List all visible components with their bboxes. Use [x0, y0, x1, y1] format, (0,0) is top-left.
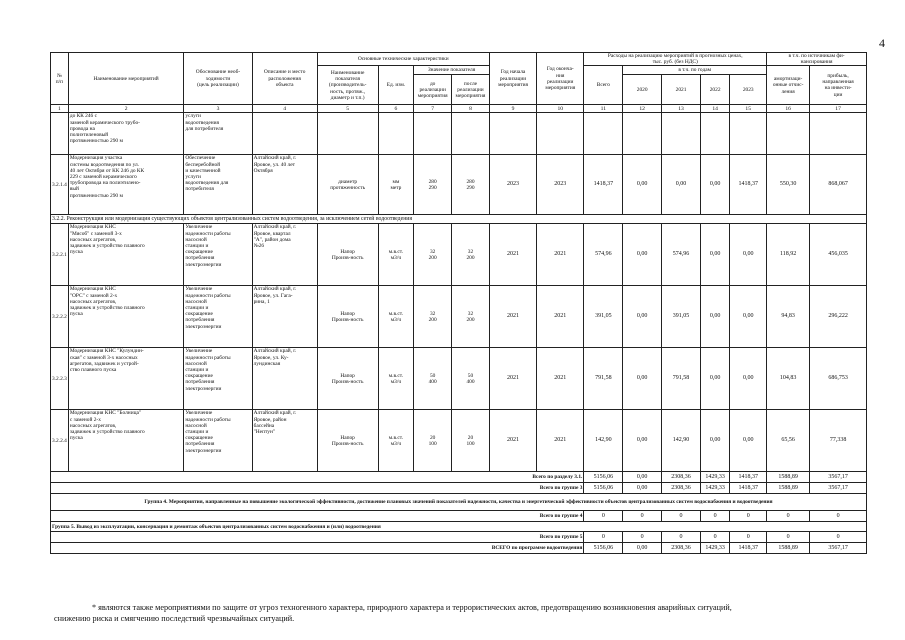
value-before: 280 290	[414, 155, 452, 215]
total-value: 2308,36	[662, 472, 701, 483]
page-number: 4	[879, 36, 885, 50]
profit: 686,753	[810, 348, 867, 410]
amortization: 94,83	[767, 286, 810, 348]
total-value: 0	[623, 532, 662, 543]
hdr-2020: 2020	[623, 75, 662, 105]
total-value: 0	[730, 511, 767, 522]
hdr-amort: амортизаци- онные отчис- ления	[767, 66, 810, 105]
total-row	[51, 532, 867, 543]
row-number: 3.2.1.4	[51, 155, 69, 215]
cost-total: 791,58	[584, 348, 623, 410]
total-value: 0	[584, 532, 623, 543]
total-value: 0	[810, 532, 867, 543]
total-value: 1588,89	[767, 472, 810, 483]
cost-2021: 391,05	[662, 286, 701, 348]
hdr-num: № п/п	[51, 53, 69, 105]
measure-location: Алтайский край, г. Яровое, район бассейна "Нептун"	[252, 410, 317, 472]
total-value: 3567,17	[810, 472, 867, 483]
total-row	[51, 483, 867, 494]
total-value: 3567,17	[810, 543, 867, 554]
row-number: 3.2.2.1	[51, 224, 69, 286]
hdr-sources: в т.ч. по источникам фи- нансирования	[767, 53, 867, 66]
measure-justification: Увеличение надежности работы насосной станции и сокращение потребления электроэнергии	[184, 224, 252, 286]
col-num: 15	[730, 105, 767, 113]
measure-justification: Увеличение надежности работы насосной станции и сокращение потребления электроэнергии	[184, 286, 252, 348]
cost-2023: 1418,37	[730, 155, 767, 215]
section-row	[51, 215, 867, 224]
col-num: 17	[810, 105, 867, 113]
cost-2021: 791,58	[662, 348, 701, 410]
indicator-name: Напор Произв-ность	[317, 410, 378, 472]
table-row	[51, 113, 867, 155]
profit: 296,222	[810, 286, 867, 348]
total-value: 5156,06	[584, 543, 623, 554]
cost-2023: 0,00	[730, 410, 767, 472]
hdr-total: Всего	[584, 66, 623, 105]
value-after: 50 400	[452, 348, 490, 410]
end-year: 2021	[537, 224, 584, 286]
value-before: 32 200	[414, 224, 452, 286]
value-before: 32 200	[414, 286, 452, 348]
cost-2023: 0,00	[730, 224, 767, 286]
amortization: 550,30	[767, 155, 810, 215]
measure-name: Модернизация КНС "Кулундин- ская" с заменой 3-х насосных агрегатов, задвижек и устрой- ство плавного пуска	[68, 348, 184, 410]
start-year: 2021	[489, 410, 536, 472]
col-num: 5	[317, 105, 378, 113]
total-label: ВСЕГО по программе водоотведения	[51, 543, 584, 554]
hdr-after: после реализации мероприятия	[452, 75, 490, 105]
total-label: Всего по группе 3	[51, 483, 584, 494]
measure-name: Модернизация КНС "Болница" с заменой 2-х насосных агрегатов, задвижек и устройство плавного пуска	[68, 410, 184, 472]
total-value: 2308,36	[662, 483, 701, 494]
col-num: 11	[584, 105, 623, 113]
total-value: 0	[700, 532, 729, 543]
cost-2023: 0,00	[730, 286, 767, 348]
end-year: 2021	[537, 410, 584, 472]
indicator-unit: м.в.ст. м3/ч	[378, 286, 414, 348]
measure-justification: Увеличение надежности работы насосной станции и сокращение потребления электроэнергии	[184, 348, 252, 410]
hdr-location: Описание и место расположения объекта	[252, 53, 317, 105]
footnote	[54, 602, 874, 624]
cost-total: 1418,37	[584, 155, 623, 215]
col-num: 9	[489, 105, 536, 113]
hdr-start-year: Год начала реализации мероприятия	[489, 53, 536, 105]
row-number: 3.2.2.4	[51, 410, 69, 472]
total-value: 2308,36	[662, 543, 701, 554]
hdr-indicator-name: Наименование показателя (производитель- ность, протяж., диаметр и т.п.)	[317, 66, 378, 105]
measure-justification: Увеличение надежности работы насосной станции и сокращение потребления электроэнергии	[184, 410, 252, 472]
total-value: 0,00	[623, 472, 662, 483]
col-num: 8	[452, 105, 490, 113]
total-value: 3567,17	[810, 483, 867, 494]
total-label: Всего по группе 5	[51, 532, 584, 543]
cost-2021: 574,96	[662, 224, 701, 286]
total-row	[51, 511, 867, 522]
start-year: 2021	[489, 348, 536, 410]
col-num: 6	[378, 105, 414, 113]
table-row	[51, 155, 867, 215]
value-after: 32 200	[452, 224, 490, 286]
profit: 77,338	[810, 410, 867, 472]
col-num: 16	[767, 105, 810, 113]
measure-justification: услуги водоотведения для потребителя	[184, 113, 252, 155]
cost-2020: 0,00	[623, 286, 662, 348]
measure-justification: Обеспечение бесперебойной и качественной услуги водоотведения для потребителя	[184, 155, 252, 215]
col-num: 14	[700, 105, 729, 113]
measure-location: Алтайский край, г. Яровое, квартал "А", район дома №26	[252, 224, 317, 286]
value-before: 20 100	[414, 410, 452, 472]
cost-2022: 0,00	[700, 224, 729, 286]
indicator-name: диаметр протяженность	[317, 155, 378, 215]
measure-name: Модернизация КНС "Мясоб" с заменой 3-х насосных агрегатов, задвижек и устройство плавного пуска	[68, 224, 184, 286]
end-year: 2021	[537, 348, 584, 410]
total-value: 1418,37	[730, 483, 767, 494]
total-value: 1429,33	[700, 472, 729, 483]
measure-name: Модернизация КНС "ОРС" с заменой 2-х насосных агрегатов, задвижек и устройство плавного пуска	[68, 286, 184, 348]
cost-2020: 0,00	[623, 410, 662, 472]
indicator-unit: мм метр	[378, 155, 414, 215]
cost-2021: 142,90	[662, 410, 701, 472]
col-num: 7	[414, 105, 452, 113]
hdr-2023: 2023	[730, 75, 767, 105]
hdr-indicator-value: Значение показателя	[414, 66, 490, 75]
total-row	[51, 543, 867, 554]
hdr-costs: Расходы на реализацию мероприятий в прогнозных ценах, тыс. руб. (без НДС)	[584, 53, 767, 66]
amortization: 65,56	[767, 410, 810, 472]
cost-2020: 0,00	[623, 155, 662, 215]
value-after: 32 200	[452, 286, 490, 348]
cost-2020: 0,00	[623, 224, 662, 286]
indicator-name: Напор Произв-ность	[317, 224, 378, 286]
program-table	[50, 52, 867, 554]
total-value: 1418,37	[730, 472, 767, 483]
hdr-justification: Обоснование необ- ходимости (цель реализации)	[184, 53, 252, 105]
column-numbers-row	[51, 105, 867, 113]
col-num: 10	[537, 105, 584, 113]
indicator-unit: м.в.ст. м3/ч	[378, 224, 414, 286]
hdr-profit: прибыль, направленная на инвести- ции	[810, 66, 867, 105]
cost-total: 574,96	[584, 224, 623, 286]
measure-location: Алтайский край, г. Яровое, ул. Гага- рина, 1	[252, 286, 317, 348]
total-value: 0	[700, 511, 729, 522]
start-year: 2021	[489, 224, 536, 286]
total-value: 1429,33	[700, 543, 729, 554]
value-after: 20 100	[452, 410, 490, 472]
footnote-line: * являются также мероприятиями по защите от угроз техногенного характера, природного характера и террористических актов, предотвращению возникновения аварийных ситуаций,	[92, 603, 732, 612]
hdr-tech: Основные технические характеристики	[317, 53, 489, 66]
total-value: 0	[730, 532, 767, 543]
profit: 456,035	[810, 224, 867, 286]
table-row	[51, 224, 867, 286]
measure-location: Алтайский край, г. Яровое, ул. Ку- лундинская	[252, 348, 317, 410]
total-value: 0	[662, 511, 701, 522]
group-title: Группа 5. Вывод из эксплуатации, консервация и демонтаж объектов централизованных систем водоснабжения и (или) водоотведения	[51, 522, 867, 532]
section-title: 3.2.2. Реконструкция или модернизация существующих объектов централизованных систем водоотведения, за исключением сетей водоотведения	[51, 215, 867, 224]
group-title-row	[51, 494, 867, 511]
total-value: 1588,89	[767, 483, 810, 494]
total-value: 0	[623, 511, 662, 522]
total-value: 0	[662, 532, 701, 543]
group-title: Группа 4. Мероприятия, направленные на повышение экологической эффективности, достижение плановых значений показателей надежности, качества и энергетической эффективности объектов централизованных систем водоснабжения и водоотведения	[51, 494, 867, 511]
total-value: 1418,37	[730, 543, 767, 554]
cost-2021: 0,00	[662, 155, 701, 215]
hdr-name: Наименование мероприятий	[68, 53, 184, 105]
col-num: 1	[51, 105, 69, 113]
hdr-end-year: Год оконча- ния реализации мероприятия	[537, 53, 584, 105]
total-value: 0	[810, 511, 867, 522]
total-value: 1588,89	[767, 543, 810, 554]
total-value: 0,00	[623, 483, 662, 494]
table-row	[51, 410, 867, 472]
start-year: 2023	[489, 155, 536, 215]
total-value: 0	[767, 511, 810, 522]
cost-2022: 0,00	[700, 410, 729, 472]
amortization: 118,92	[767, 224, 810, 286]
row-number: 3.2.2.3	[51, 348, 69, 410]
profit: 868,067	[810, 155, 867, 215]
col-num: 12	[623, 105, 662, 113]
total-value: 0,00	[623, 543, 662, 554]
col-num: 13	[662, 105, 701, 113]
table-row	[51, 286, 867, 348]
value-before: 50 400	[414, 348, 452, 410]
cost-2022: 0,00	[700, 155, 729, 215]
indicator-name: Напор Произв-ность	[317, 348, 378, 410]
measure-location: Алтайский край, г. Яровое, ул. 40 лет Октября	[252, 155, 317, 215]
total-value: 0	[767, 532, 810, 543]
value-after: 280 290	[452, 155, 490, 215]
total-label: Всего по разделу 3.1.	[51, 472, 584, 483]
col-num: 2	[68, 105, 184, 113]
end-year: 2023	[537, 155, 584, 215]
footnote-line: снижению риска и смягчению последствий чрезвычайных ситуаций.	[54, 614, 295, 624]
indicator-unit: м.в.ст. м3/ч	[378, 410, 414, 472]
table-row	[51, 348, 867, 410]
cost-2023: 0,00	[730, 348, 767, 410]
start-year: 2021	[489, 286, 536, 348]
measure-name: до КК 246 с заменой керамического трубо- провода на полиэтиленовый протяженностью 290 м	[68, 113, 184, 155]
total-row	[51, 472, 867, 483]
group-title-row	[51, 522, 867, 532]
col-num: 4	[252, 105, 317, 113]
cost-total: 142,90	[584, 410, 623, 472]
col-num: 3	[184, 105, 252, 113]
hdr-unit: Ед. изм.	[378, 66, 414, 105]
total-label: Всего по группе 4	[51, 511, 584, 522]
total-value: 5156,06	[584, 472, 623, 483]
total-value: 5156,06	[584, 483, 623, 494]
cost-2020: 0,00	[623, 348, 662, 410]
row-number: 3.2.2.2	[51, 286, 69, 348]
indicator-unit: м.в.ст. м3/ч	[378, 348, 414, 410]
cost-total: 391,05	[584, 286, 623, 348]
hdr-before: до реализации мероприятия	[414, 75, 452, 105]
hdr-by-years: в т.ч. по годам	[623, 66, 767, 75]
amortization: 104,83	[767, 348, 810, 410]
measure-name: Модернизация участка системы водоотведения по ул. 40 лет Октября от КК 246 до КК 229 с заменой керамического трубопровода на полиэтилено- вый протяженностью 290 м	[68, 155, 184, 215]
indicator-name: Напор Произв-ность	[317, 286, 378, 348]
total-value: 1429,33	[700, 483, 729, 494]
hdr-2022: 2022	[700, 75, 729, 105]
hdr-2021: 2021	[662, 75, 701, 105]
cost-2022: 0,00	[700, 348, 729, 410]
cost-2022: 0,00	[700, 286, 729, 348]
total-value: 0	[584, 511, 623, 522]
end-year: 2021	[537, 286, 584, 348]
